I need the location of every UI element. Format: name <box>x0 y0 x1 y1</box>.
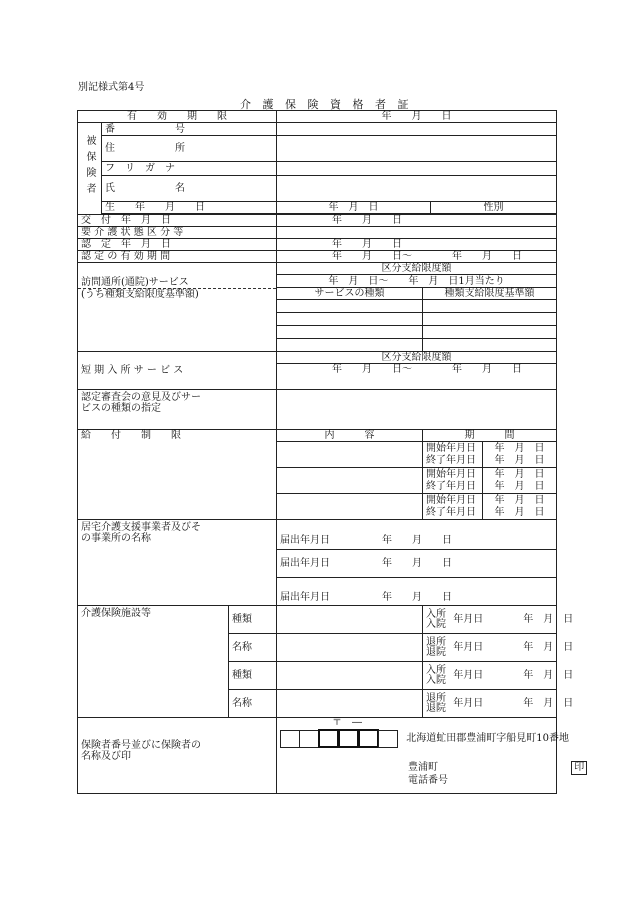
end-value: 年 月 日 <box>483 507 557 520</box>
facility-name-label: 名称 <box>229 690 277 718</box>
period-header: 期 間 <box>423 430 557 442</box>
end-label: 終了年月日 <box>423 455 483 468</box>
admit-cell: 入所 入院 年月日 年 月 日 <box>423 606 557 634</box>
cert-date-label: 認 定 年 月 日 <box>78 239 277 251</box>
care-level-value <box>277 227 557 239</box>
number-label: 番 号 <box>102 123 277 136</box>
cert-date-value: 年 月 日 <box>277 239 557 251</box>
address-label: 住 所 <box>102 136 277 162</box>
insurer-number-row <box>280 729 569 748</box>
form-title: 介 護 保 険 資 格 者 証 <box>240 98 413 111</box>
certificate-table <box>77 110 585 794</box>
type-limit-cell <box>423 326 557 339</box>
facility-type-value <box>277 606 423 634</box>
birth-label: 生 年 月 日 <box>102 202 277 214</box>
start-label: 開始年月日 <box>423 468 483 481</box>
furigana-label: フ リ ガ ナ <box>102 162 277 176</box>
service-type-header: サービスの種類 <box>277 288 423 300</box>
short-limit-header: 区分支給限度額 <box>277 352 557 364</box>
care-level-label: 要 介 護 状 態 区 分 等 <box>78 227 277 239</box>
restriction-content <box>277 442 423 468</box>
care-support-label: 居宅介護支援事業者及びそ の事業所の名称 <box>78 520 277 606</box>
insurer-label: 保険者番号並びに保険者の 名称及び印 <box>78 718 277 794</box>
service-type-cell <box>277 339 423 352</box>
seal-mark: 印 <box>571 761 587 775</box>
address-value <box>277 136 557 162</box>
insured-vertical-label: 被保険者 <box>78 123 102 215</box>
discharge-cell: 退所 退院 年月日 年 月 日 <box>423 634 557 662</box>
start-label: 開始年月日 <box>423 494 483 507</box>
service-type-cell <box>277 313 423 326</box>
birth-value: 年 月 日 <box>277 202 431 214</box>
postal-mark: 〒 ― <box>332 717 363 728</box>
facility-label: 介護保険施設等 <box>78 606 229 718</box>
insurer-number-boxes <box>280 729 397 748</box>
number-value <box>277 123 557 136</box>
visit-service-label: 訪問通所(通院)サービス (うち種類支給限度基準額) <box>78 263 277 352</box>
visit-period: 年 月 日～ 年 月 日1月当たり <box>277 275 557 288</box>
end-label: 終了年月日 <box>423 507 483 520</box>
issue-date-value: 年 月 日 <box>277 215 557 227</box>
issue-date-label: 交 付 年 月 日 <box>78 215 277 227</box>
end-value: 年 月 日 <box>483 455 557 468</box>
restriction-content <box>277 468 423 494</box>
form-number-label: 別記様式第4号 <box>78 82 145 93</box>
notify-row: 届出年月日 年 月 日 <box>277 520 557 550</box>
facility-type-label: 種類 <box>229 662 277 690</box>
end-value: 年 月 日 <box>483 481 557 494</box>
furigana-value <box>277 162 557 176</box>
insurer-address: 北海道虻田郡豊浦町字船見町10番地 <box>406 733 569 744</box>
content-header: 内 容 <box>277 430 423 442</box>
facility-type-value <box>277 662 423 690</box>
opinion-value <box>277 390 557 430</box>
restriction-content <box>277 494 423 520</box>
insurer-block <box>277 717 585 794</box>
cert-period-label: 認 定 の 有 効 期 間 <box>78 251 277 263</box>
start-value: 年 月 日 <box>483 468 557 481</box>
start-value: 年 月 日 <box>483 494 557 507</box>
admit-cell: 入所 入院 年月日 年 月 日 <box>423 662 557 690</box>
type-limit-header: 種類支給限度基準額 <box>423 288 557 300</box>
facility-name-value <box>277 690 423 718</box>
validity-value: 年 月 日 <box>277 111 557 123</box>
cert-period-value: 年 月 日～ 年 月 日 <box>277 251 557 263</box>
start-label: 開始年月日 <box>423 442 483 455</box>
name-label: 氏 名 <box>102 176 277 202</box>
facility-name-label: 名称 <box>229 634 277 662</box>
notify-row: 届出年月日 年 月 日 <box>277 578 557 606</box>
restriction-label: 給 付 制 限 <box>78 430 277 520</box>
facility-name-value <box>277 634 423 662</box>
notify-row: 届出年月日 年 月 日 <box>277 550 557 578</box>
service-type-cell <box>277 300 423 313</box>
insurer-name-row <box>280 761 585 775</box>
short-stay-label: 短 期 入 所 サ ー ビ ス <box>78 352 277 390</box>
discharge-cell: 退所 退院 年月日 年 月 日 <box>423 690 557 718</box>
sex-label: 性別 <box>431 202 557 214</box>
service-type-cell <box>277 326 423 339</box>
opinion-label: 認定審査会の意見及びサー ビスの種類の指定 <box>78 390 277 430</box>
type-limit-cell <box>423 313 557 326</box>
facility-type-label: 種類 <box>229 606 277 634</box>
validity-label: 有 効 期 限 <box>78 111 277 123</box>
end-label: 終了年月日 <box>423 481 483 494</box>
short-period: 年 月 日～ 年 月 日 <box>277 364 557 390</box>
phone-label: 電話番号 <box>408 775 449 786</box>
insurer-name: 豊浦町 <box>408 762 439 773</box>
start-value: 年 月 日 <box>483 442 557 455</box>
type-limit-cell <box>423 339 557 352</box>
name-value <box>277 176 557 202</box>
visit-limit-header: 区分支給限度額 <box>277 263 557 275</box>
type-limit-cell <box>423 300 557 313</box>
